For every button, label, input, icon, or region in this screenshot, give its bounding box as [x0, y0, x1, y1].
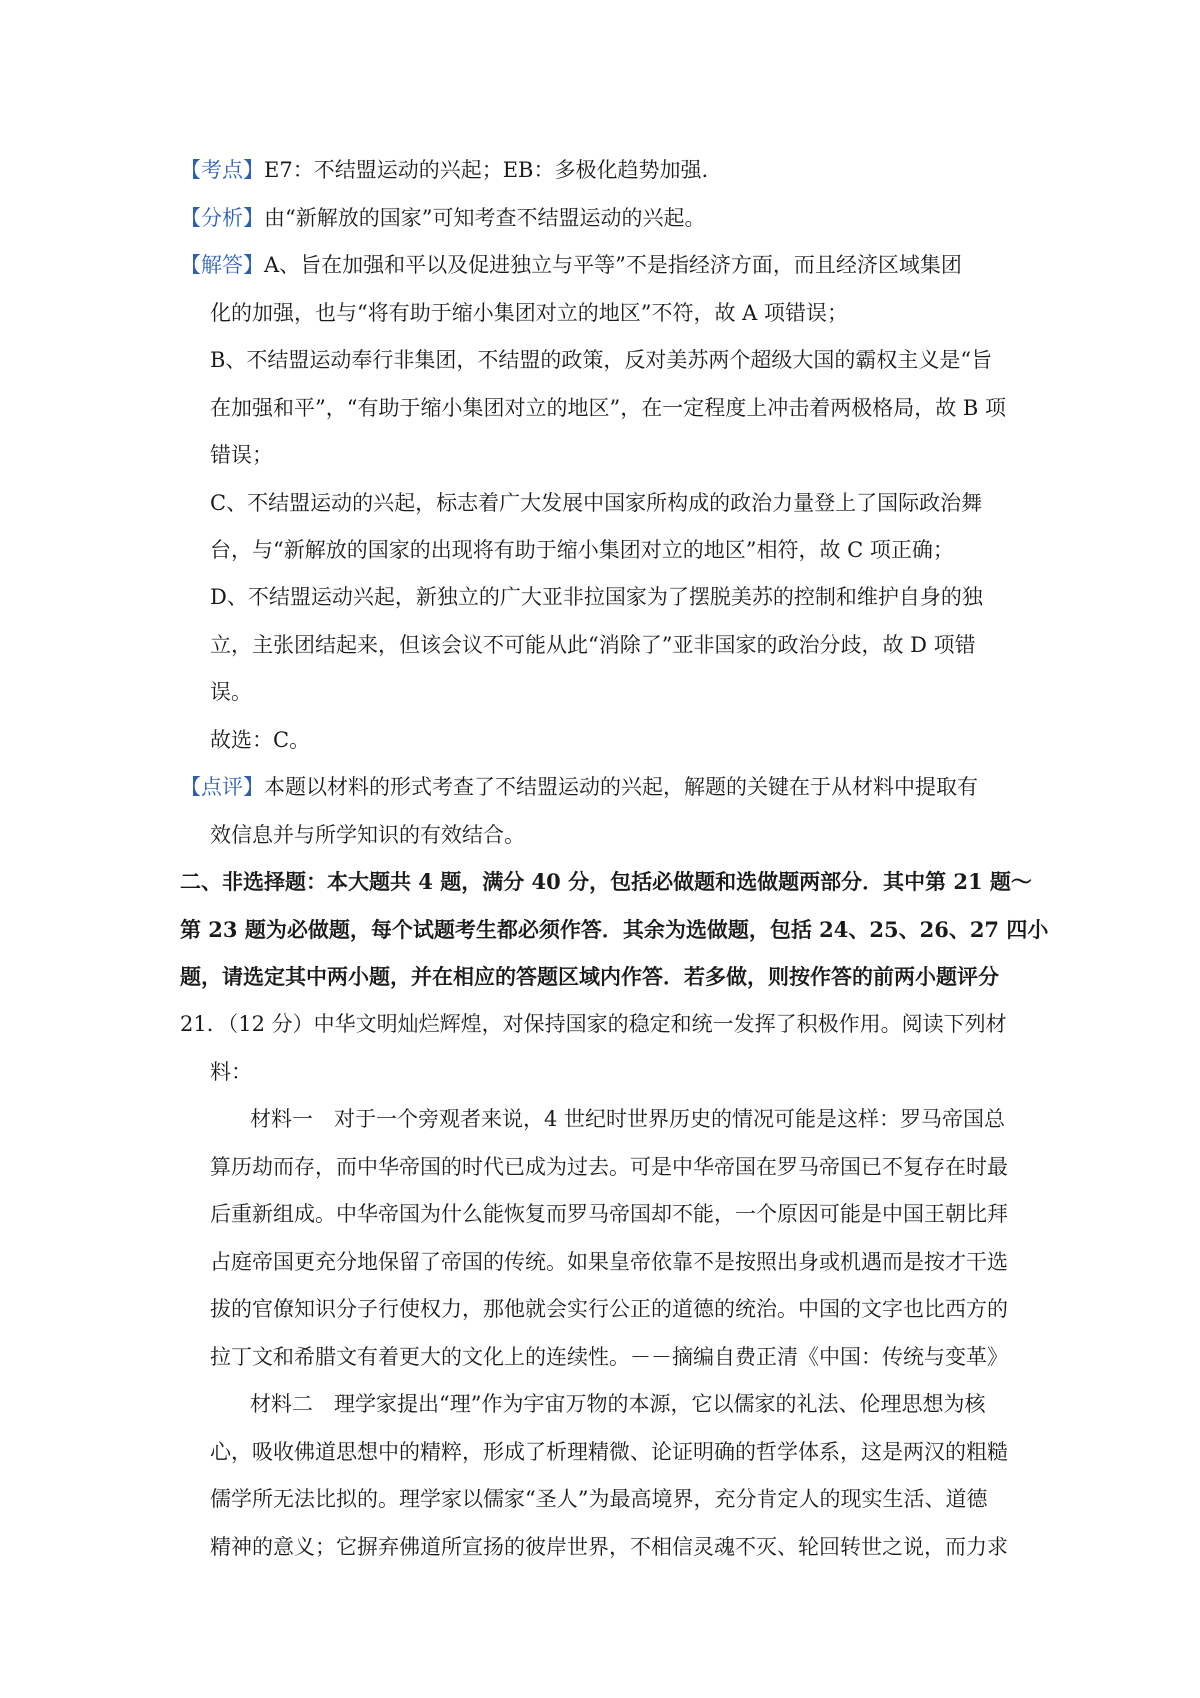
jieda-b-line-2: 在加强和平”，“有助于缩小集团对立的地区”，在一定程度上冲击着两极格局，故 B 项 [210, 396, 1006, 420]
dianping-text-1: 本题以材料的形式考查了不结盟运动的兴起，解题的关键在于从材料中提取有 [264, 775, 978, 799]
section2-heading-2: 第 23 题为必做题，每个试题考生都必须作答．其余为选做题，包括 24、25、26、27 四小 [180, 917, 1049, 942]
section2-heading-1: 二、非选择题：本大题共 4 题，满分 40 分，包括必做题和选做题两部分．其中第 21 题～ [180, 869, 1032, 894]
fenxi-line [180, 203, 705, 233]
dianping-line-2: 效信息并与所学知识的有效结合。 [210, 823, 525, 847]
jieda-b-line-3: 错误； [210, 443, 273, 467]
material1-line: 后重新组成。中华帝国为什么能恢复而罗马帝国却不能，一个原因可能是中国王朝比拜 [210, 1202, 1008, 1226]
material2-line: 材料二 理学家提出“理”作为宇宙万物的本源，它以儒家的礼法、伦理思想为核 [250, 1392, 986, 1416]
material1-line: 材料一 对于一个旁观者来说，4 世纪时世界历史的情况可能是这样：罗马帝国总 [250, 1107, 1006, 1131]
jieda-text-1: A、旨在加强和平以及促进独立与平等”不是指经济方面，而且经济区域集团 [264, 253, 962, 277]
material1-line: 拔的官僚知识分子行使权力，那他就会实行公正的道德的统治。中国的文字也比西方的 [210, 1297, 1008, 1321]
jieda-d-line-3: 误。 [210, 680, 252, 704]
kaodian-line [180, 155, 708, 185]
jieda-b-line-1: B、不结盟运动奉行非集团，不结盟的政策，反对美苏两个超级大国的霸权主义是“旨 [210, 348, 993, 372]
fenxi-tag: 【分析】 [180, 206, 264, 230]
material2-line: 儒学所无法比拟的。理学家以儒家“圣人”为最高境界，充分肯定人的现实生活、道德 [210, 1487, 988, 1511]
fenxi-text: 由“新解放的国家”可知考查不结盟运动的兴起。 [264, 206, 706, 230]
section2-heading-3: 题，请选定其中两小题，并在相应的答题区域内作答．若多做，则按作答的前两小题评分 [180, 964, 999, 989]
jieda-c-line-1: C、不结盟运动的兴起，标志着广大发展中国家所构成的政治力量登上了国际政治舞 [210, 491, 983, 515]
dianping-tag: 【点评】 [180, 775, 264, 799]
material2-line: 心，吸收佛道思想中的精粹，形成了析理精微、论证明确的哲学体系，这是两汉的粗糙 [210, 1440, 1008, 1464]
dianping-line-1 [180, 772, 978, 802]
material1-line: 算历劫而存，而中华帝国的时代已成为过去。可是中华帝国在罗马帝国已不复存在时最 [210, 1155, 1008, 1179]
jieda-line-1 [180, 250, 962, 280]
jieda-d-line-2: 立，主张团结起来，但该会议不可能从此“消除了”亚非国家的政治分歧，故 D 项错 [210, 633, 976, 657]
kaodian-tag: 【考点】 [180, 158, 264, 182]
material2-line: 精神的意义；它摒弃佛道所宣扬的彼岸世界，不相信灵魂不灭、轮回转世之说，而力求 [210, 1535, 1008, 1559]
jieda-c-line-2: 台，与“新解放的国家的出现将有助于缩小集团对立的地区”相符，故 C 项正确； [210, 538, 954, 562]
jieda-tag: 【解答】 [180, 253, 264, 277]
material1-line: 占庭帝国更充分地保留了帝国的传统。如果皇帝依靠不是按照出身或机遇而是按才干选 [210, 1250, 1008, 1274]
q21-stem-1: 21．（12 分）中华文明灿烂辉煌，对保持国家的稳定和统一发挥了积极作用。阅读下列材 [180, 1012, 1007, 1036]
kaodian-text: E7：不结盟运动的兴起；EB：多极化趋势加强. [264, 158, 709, 182]
jieda-line-2: 化的加强，也与“将有助于缩小集团对立的地区”不符，故 A 项错误； [210, 301, 848, 325]
answer-choice: 故选：C。 [210, 728, 311, 752]
jieda-d-line-1: D、不结盟运动兴起，新独立的广大亚非拉国家为了摆脱美苏的控制和维护自身的独 [210, 585, 983, 609]
material1-line: 拉丁文和希腊文有着更大的文化上的连续性。－－摘编自费正清《中国：传统与变革》 [210, 1345, 1008, 1369]
q21-stem-2: 料： [210, 1060, 252, 1084]
